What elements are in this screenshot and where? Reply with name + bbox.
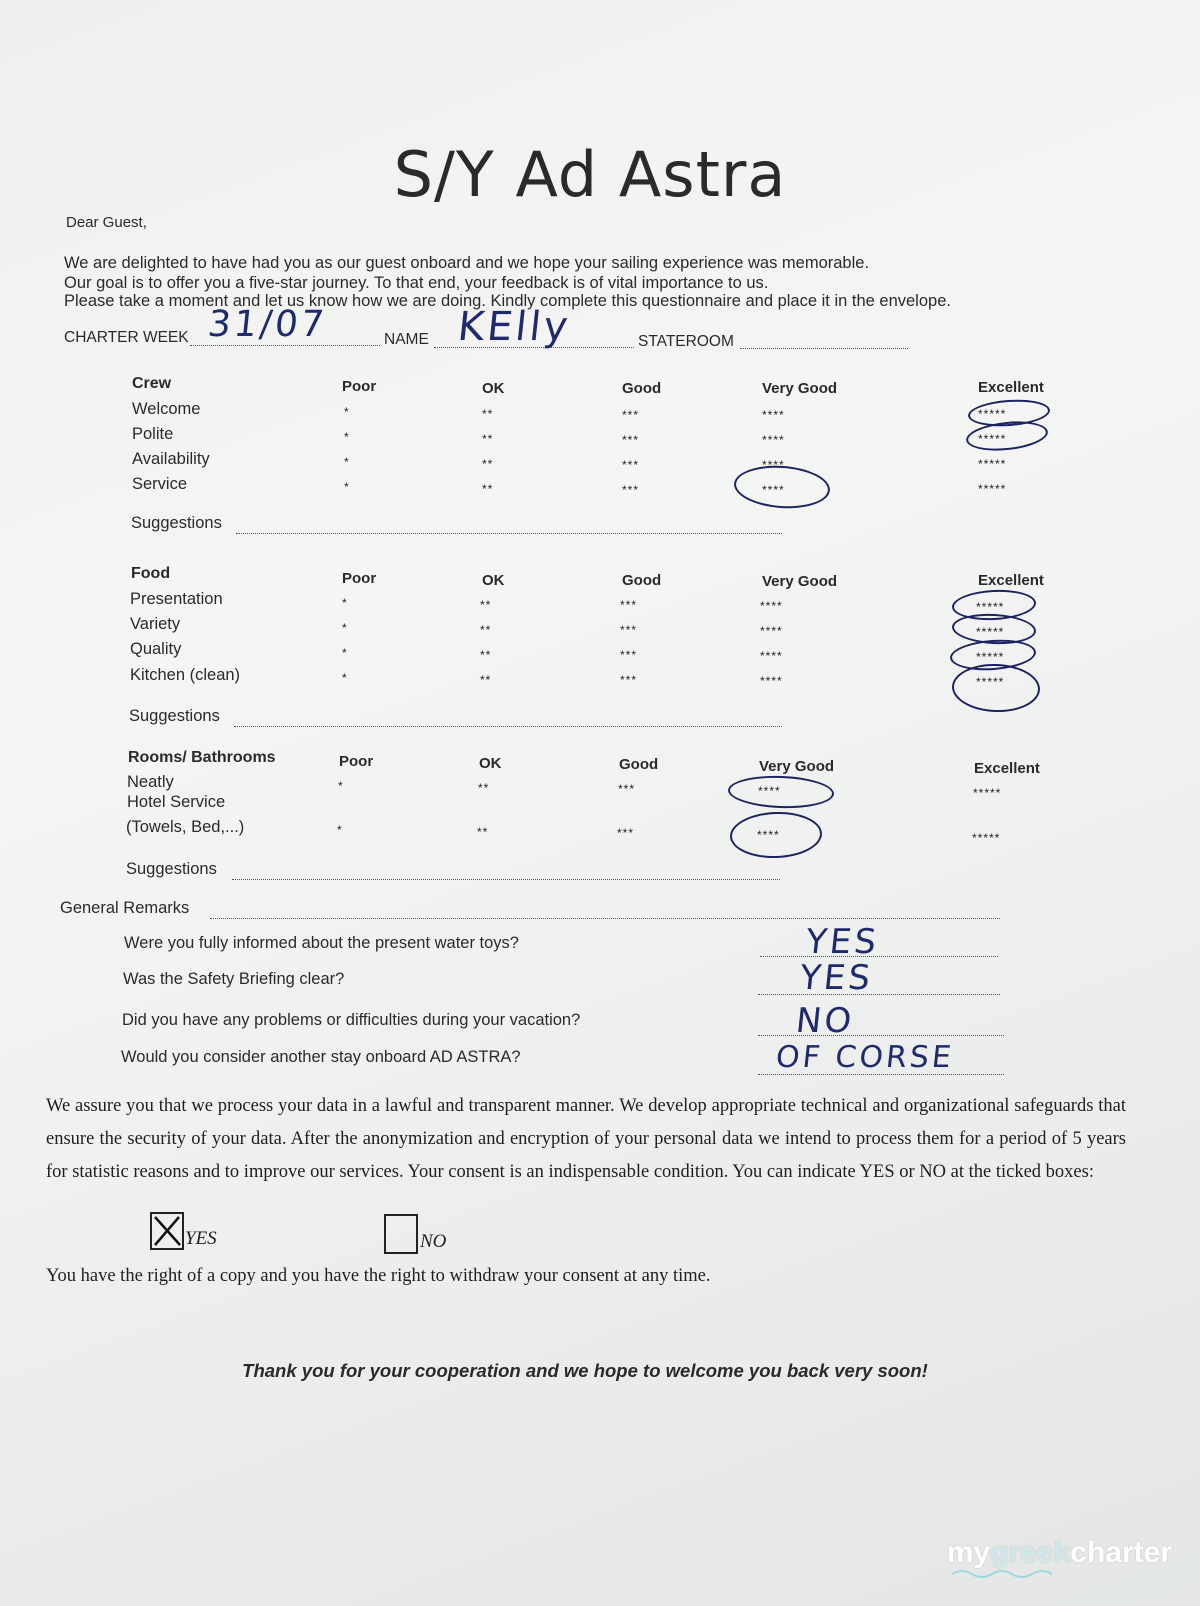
rating-star-4[interactable]: **** (760, 674, 783, 688)
answer-safety-briefing[interactable]: YES (797, 958, 875, 998)
suggestions-label-rooms: Suggestions (126, 860, 217, 878)
suggestions-line-food[interactable] (234, 726, 782, 727)
rating-star-4[interactable]: **** (762, 483, 785, 497)
col-excellent: Excellent (978, 379, 1044, 396)
rating-star-1[interactable]: * (344, 430, 350, 444)
suggestions-line-crew[interactable] (236, 533, 782, 534)
rating-star-4[interactable]: **** (762, 433, 785, 447)
rating-star-3[interactable]: *** (620, 648, 638, 662)
general-remarks-line[interactable] (210, 918, 1000, 919)
col-very-good: Very Good (762, 380, 838, 397)
consent-yes-label: YES (185, 1228, 217, 1249)
consent-no-checkbox[interactable] (384, 1214, 418, 1254)
rating-star-3[interactable]: *** (622, 458, 640, 472)
rating-star-3[interactable]: *** (620, 623, 638, 637)
rating-star-5[interactable]: ***** (978, 457, 1007, 471)
rating-star-2[interactable]: ** (480, 648, 492, 662)
col-ok: OK (482, 572, 505, 589)
charter-week-line (190, 345, 380, 346)
row-label-neatly: Neatly (127, 773, 174, 791)
rating-star-5[interactable]: ***** (976, 600, 1005, 614)
question-safety-briefing: Was the Safety Briefing clear? (123, 970, 345, 988)
col-very-good: Very Good (759, 758, 835, 775)
rating-star-5[interactable]: ***** (976, 625, 1005, 639)
rating-star-3[interactable]: *** (617, 826, 635, 840)
rating-star-5[interactable]: ***** (973, 786, 1002, 800)
col-ok: OK (479, 755, 502, 772)
rating-star-1[interactable]: * (342, 596, 348, 610)
rating-star-2[interactable]: ** (480, 673, 492, 687)
rating-star-3[interactable]: *** (622, 408, 640, 422)
rating-star-2[interactable]: ** (482, 482, 494, 496)
watermark-logo (947, 1536, 1172, 1570)
answer-water-toys[interactable]: YES (803, 922, 881, 962)
col-excellent: Excellent (978, 572, 1044, 589)
rating-star-1[interactable]: * (342, 621, 348, 635)
col-ok: OK (482, 380, 505, 397)
rating-star-3[interactable]: *** (620, 673, 638, 687)
row-label-towels-bed: (Towels, Bed,...) (126, 818, 245, 836)
rating-star-3[interactable]: *** (620, 598, 638, 612)
charter-week-value[interactable]: 31/07 (205, 304, 329, 345)
row-label-quality: Quality (130, 640, 182, 658)
stateroom-line[interactable] (740, 348, 908, 349)
page-title: S/Y Ad Astra (393, 138, 787, 211)
thank-you-note: Thank you for your cooperation and we hope to welcome you back very soon! (242, 1360, 928, 1381)
general-remarks-label: General Remarks (60, 899, 190, 917)
suggestions-line-rooms[interactable] (232, 879, 780, 880)
selection-circle (729, 810, 823, 859)
charter-week-label: CHARTER WEEK (64, 329, 189, 346)
intro-line-2: Our goal is to offer you a five-star journey. To that end, your feedback is of vital importance to us. (64, 274, 769, 292)
rating-star-1[interactable]: * (337, 823, 343, 837)
answer-problems[interactable]: NO (793, 1001, 857, 1041)
question-problems: Did you have any problems or difficulties during your vacation? (122, 1011, 581, 1029)
rating-star-1[interactable]: * (342, 646, 348, 660)
rating-star-4[interactable]: **** (758, 784, 781, 798)
rating-star-1[interactable]: * (342, 671, 348, 685)
intro-line-3: Please take a moment and let us know how we are doing. Kindly complete this questionnaire and place it in the envelope. (64, 292, 951, 310)
intro-line-1: We are delighted to have had you as our guest onboard and we hope your sailing experience was memorable. (64, 254, 870, 272)
rating-star-1[interactable]: * (344, 480, 350, 494)
answer-another-stay[interactable]: OF CORSE (774, 1040, 956, 1075)
col-poor: Poor (342, 378, 377, 395)
row-label-kitchen: Kitchen (clean) (130, 666, 241, 684)
rating-star-4[interactable]: **** (757, 828, 780, 842)
name-value[interactable]: KElly (455, 304, 573, 350)
rating-star-5[interactable]: ***** (978, 482, 1007, 496)
data-privacy-statement: We assure you that we process your data in a lawful and transparent manner. We develop appropriate technical and organizational safeguards that ensure the security of your data. After the anonymization and encryption of your personal data we intend to process them for a period of 5 years for statistic reasons and to improve our services. Your consent is an indispensable condition. You can indicate YES or NO at the ticked boxes: (46, 1096, 1126, 1182)
suggestions-label-crew: Suggestions (131, 514, 222, 532)
watermark-part-greek: greek (990, 1536, 1071, 1569)
rating-star-2[interactable]: ** (480, 623, 492, 637)
consent-note: You have the right of a copy and you have the right to withdraw your consent at any time. (46, 1266, 711, 1286)
rating-star-5[interactable]: ***** (976, 675, 1005, 689)
col-good: Good (622, 572, 662, 589)
col-good: Good (619, 756, 659, 773)
col-very-good: Very Good (762, 573, 838, 590)
row-label-presentation: Presentation (130, 590, 223, 608)
checkmark-x-icon (152, 1214, 182, 1248)
rating-star-4[interactable]: **** (760, 599, 783, 613)
rating-star-2[interactable]: ** (478, 781, 490, 795)
rating-star-2[interactable]: ** (480, 598, 492, 612)
selection-circle (951, 662, 1041, 713)
col-poor: Poor (339, 753, 374, 770)
rating-star-3[interactable]: *** (622, 483, 640, 497)
wave-icon (950, 1568, 1070, 1580)
name-label: NAME (384, 331, 429, 348)
col-excellent: Excellent (974, 760, 1040, 777)
answer-line (758, 994, 1000, 995)
question-water-toys: Were you fully informed about the present water toys? (124, 934, 519, 952)
consent-yes-checkbox[interactable] (150, 1212, 184, 1250)
watermark-part-my: my (946, 1536, 991, 1569)
rating-star-1[interactable]: * (344, 455, 350, 469)
col-good: Good (622, 380, 662, 397)
watermark-part-charter: charter (1070, 1536, 1172, 1569)
row-label-hotel-service: Hotel Service (127, 793, 226, 811)
rating-star-4[interactable]: **** (762, 458, 785, 472)
rating-star-5[interactable]: ***** (972, 831, 1001, 845)
question-another-stay: Would you consider another stay onboard AD ASTRA? (121, 1048, 521, 1066)
row-label-polite: Polite (132, 425, 174, 443)
col-poor: Poor (342, 570, 377, 587)
rating-star-4[interactable]: **** (760, 649, 783, 663)
section-heading-rooms: Rooms/ Bathrooms (128, 749, 276, 766)
rating-star-2[interactable]: ** (482, 457, 494, 471)
section-heading-crew: Crew (132, 375, 172, 392)
rating-star-1[interactable]: * (344, 405, 350, 419)
stateroom-label: STATEROOM (638, 333, 734, 350)
rating-star-4[interactable]: **** (762, 408, 785, 422)
rating-star-2[interactable]: ** (477, 825, 489, 839)
row-label-welcome: Welcome (132, 400, 201, 418)
rating-star-3[interactable]: *** (622, 433, 640, 447)
rating-star-5[interactable]: ***** (978, 407, 1007, 421)
consent-no-label: NO (420, 1231, 447, 1252)
section-heading-food: Food (131, 565, 171, 582)
answer-line (760, 956, 998, 957)
greeting: Dear Guest, (66, 214, 147, 231)
rating-star-2[interactable]: ** (482, 407, 494, 421)
rating-star-4[interactable]: **** (760, 624, 783, 638)
rating-star-2[interactable]: ** (482, 432, 494, 446)
row-label-variety: Variety (130, 615, 181, 633)
row-label-service: Service (132, 475, 188, 493)
rating-star-3[interactable]: *** (618, 782, 636, 796)
rating-star-1[interactable]: * (338, 779, 344, 793)
row-label-availability: Availability (132, 450, 210, 468)
selection-circle (733, 463, 832, 512)
rating-star-5[interactable]: ***** (976, 650, 1005, 664)
selection-circle (727, 774, 834, 810)
rating-star-5[interactable]: ***** (978, 432, 1007, 446)
suggestions-label-food: Suggestions (129, 707, 220, 725)
